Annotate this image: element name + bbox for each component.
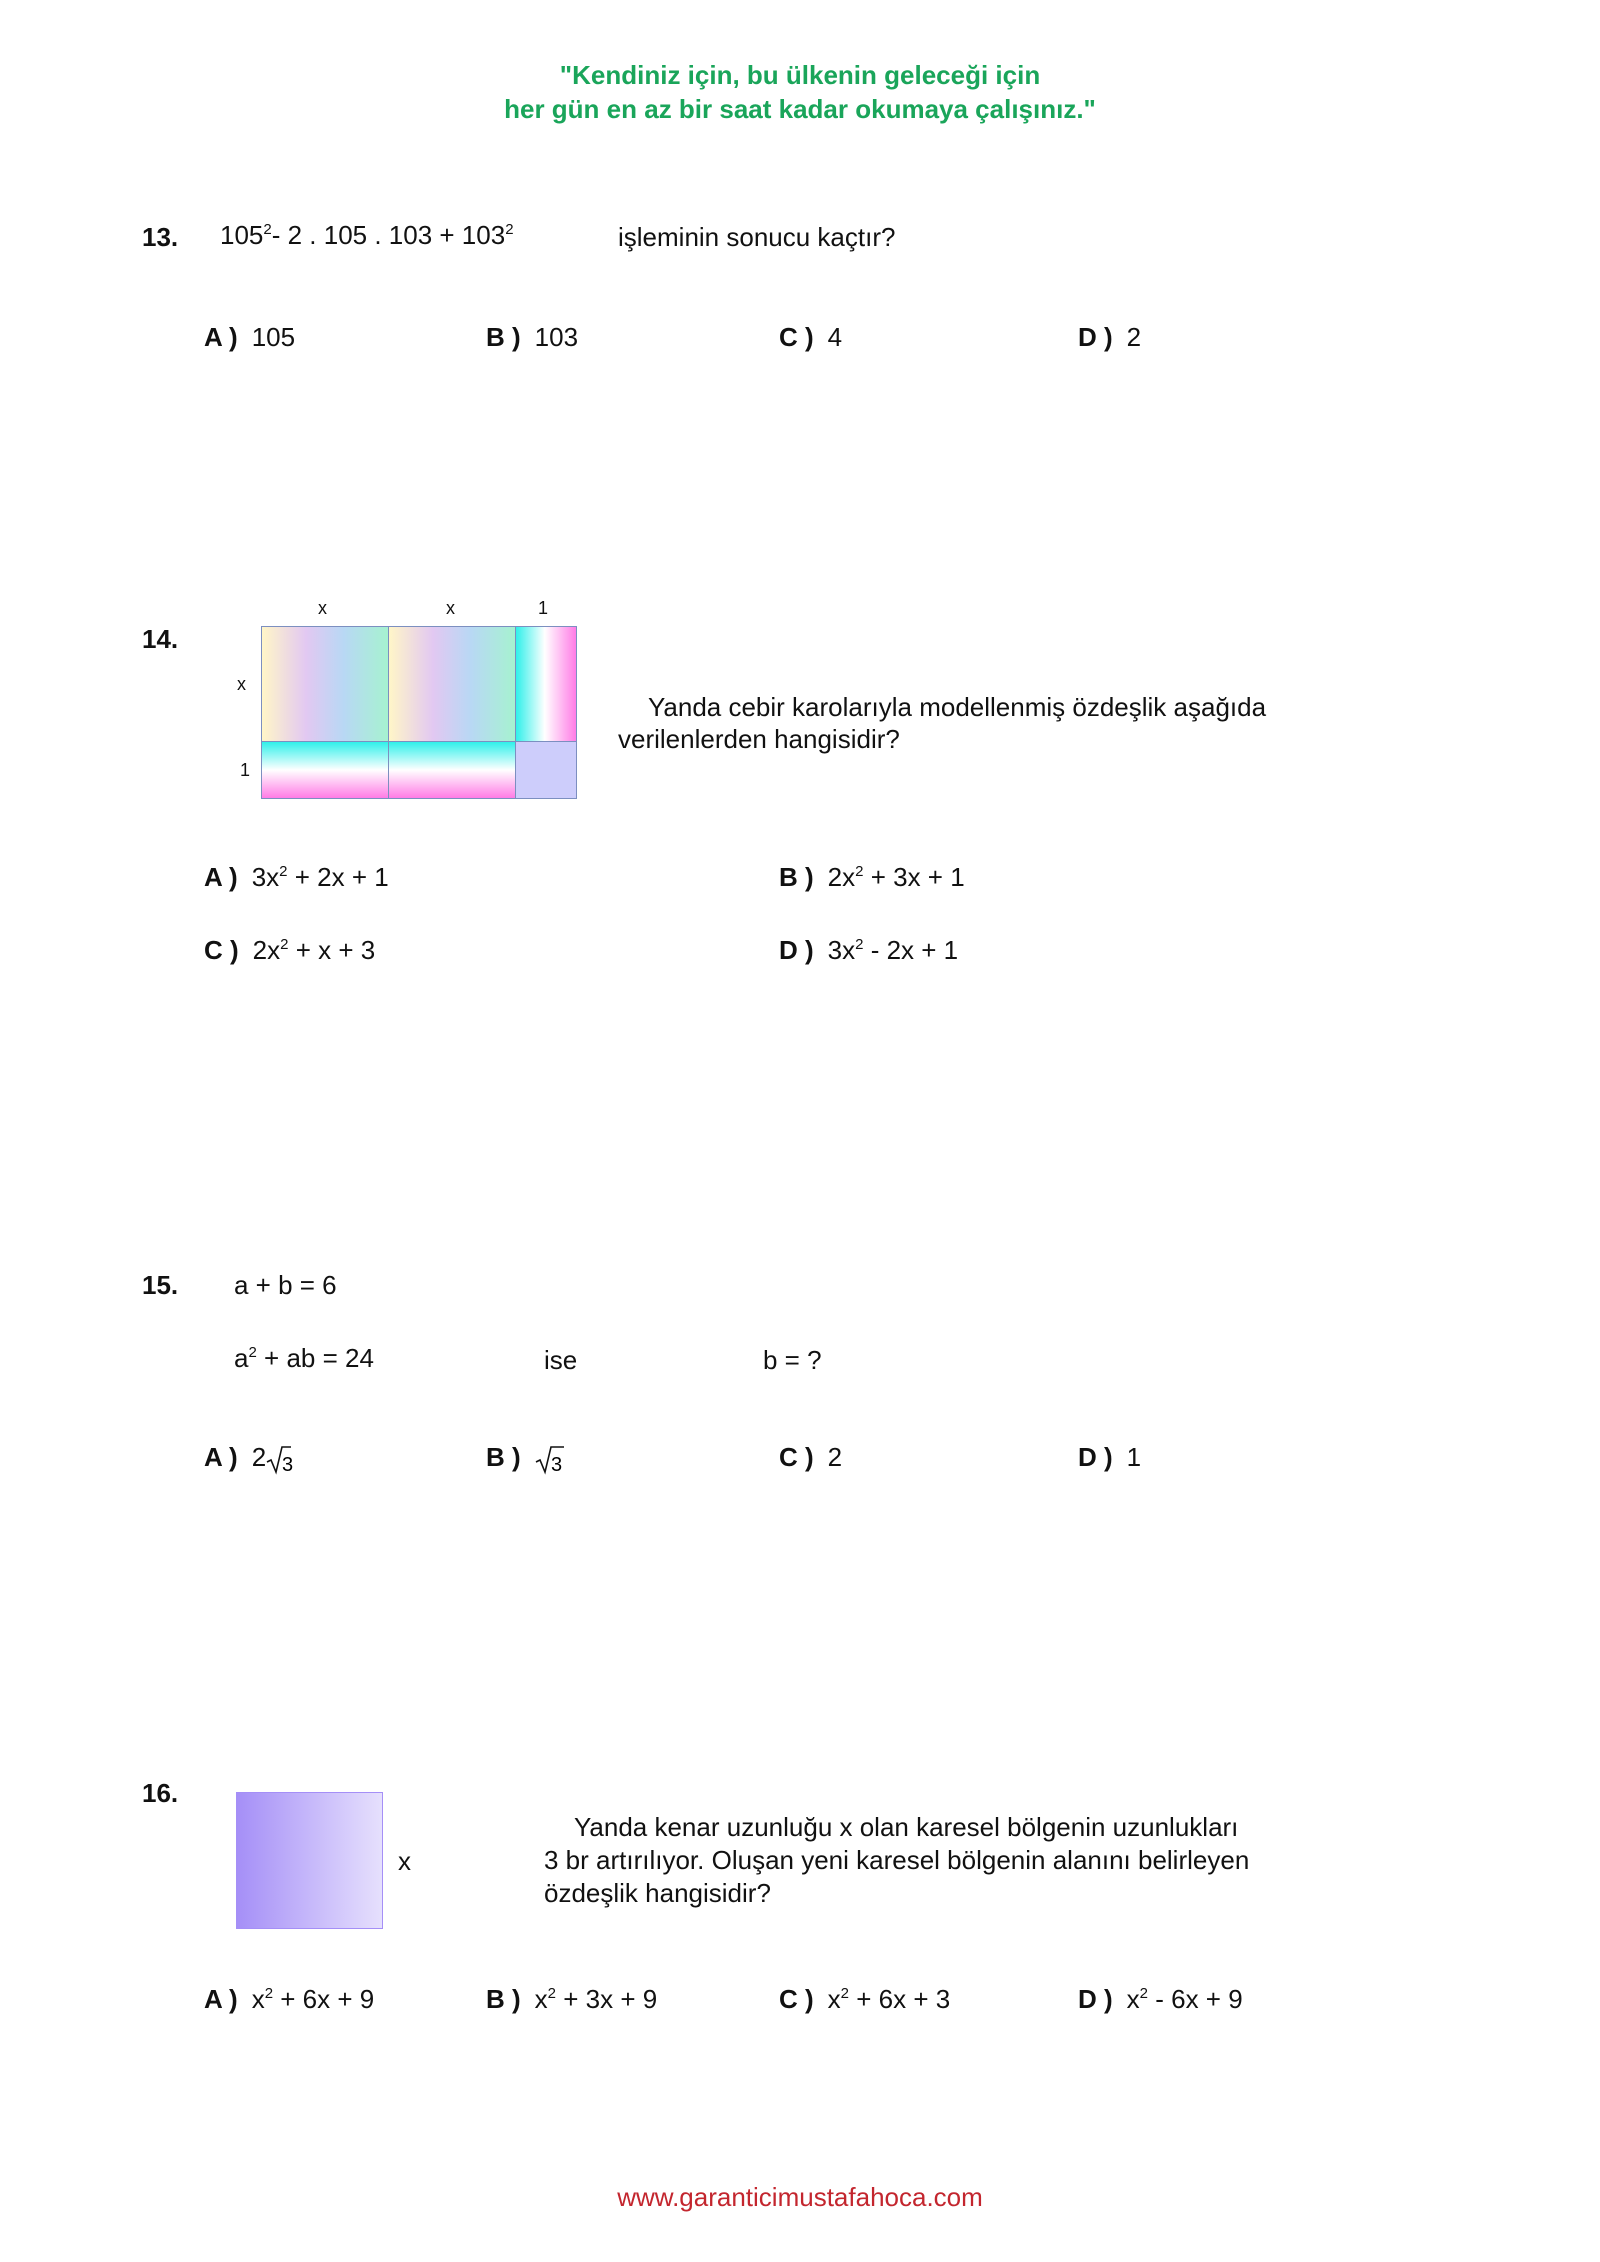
q14-question-line-2: verilenlerden hangisidir? (618, 724, 900, 754)
radicand: 3 (550, 1454, 562, 1477)
q15-number: 15. (142, 1270, 179, 1300)
x-tile-vertical (515, 626, 577, 742)
q15-equation-2: $a^2$ + ab = 24 (234, 1343, 374, 1373)
x-squared-tile-2 (388, 626, 516, 742)
q15-option-d[interactable]: D ) 1 (1078, 1442, 1142, 1472)
q13-number: 13. (142, 222, 179, 252)
x-tile-horizontal-2 (388, 741, 516, 799)
header-quote-line-2: her gün en az bir saat kadar okumaya çalışınız." (504, 94, 1096, 124)
q13-option-b[interactable]: B ) 103 (486, 322, 579, 352)
footer-url-link[interactable]: www.garanticimustafahoca.com (617, 2182, 983, 2212)
tile-top-label-x1: x (318, 598, 327, 618)
q16-question-line-3: özdeşlik hangisidir? (544, 1878, 771, 1908)
tile-side-label-x: x (237, 674, 246, 694)
sqrt-symbol (535, 1444, 565, 1477)
q14-number: 14. (142, 624, 179, 654)
x-squared-tile-1 (261, 626, 389, 742)
square-region (236, 1792, 383, 1929)
q15-ise: ise (544, 1345, 578, 1375)
q14-option-d[interactable]: D ) $3x^2 - 2x + 1$ (779, 935, 959, 965)
header-quote-line-1: "Kendiniz için, bu ülkenin geleceği için (559, 60, 1041, 90)
sqrt-symbol (266, 1444, 294, 1477)
q16-question-line-2: 3 br artırılıyor. Oluşan yeni karesel bölgenin alanını belirleyen (544, 1845, 1250, 1875)
tile-side-label-1: 1 (240, 760, 251, 780)
unit-tile (515, 741, 577, 799)
q15-option-b[interactable]: B ) 3 (486, 1442, 565, 1474)
radicand: 3 (282, 1454, 294, 1477)
q14-option-b[interactable]: B ) $2x^2 + 3x + 1$ (779, 862, 965, 892)
q16-option-d[interactable]: D ) $x^2 - 6x + 9$ (1078, 1984, 1243, 2014)
q14-option-c[interactable]: C ) $2x^2 + x + 3$ (204, 935, 376, 965)
q16-option-a[interactable]: A ) $x^2 + 6x + 9$ (204, 1984, 375, 2014)
q15-option-a[interactable]: A ) 2 3 (204, 1442, 294, 1477)
q15-option-c[interactable]: C ) 2 (779, 1442, 843, 1472)
q14-option-a[interactable]: A ) $3x^2 + 2x + 1$ (204, 862, 389, 892)
x-tile-horizontal-1 (261, 741, 389, 799)
q13-question: işleminin sonucu kaçtır? (618, 222, 896, 252)
q13-expression: $105^2-$ 2 . 105 . $103 + 103^2$ (220, 220, 514, 250)
tile-top-label-1: 1 (538, 598, 549, 618)
q16-question-line-1: Yanda kenar uzunluğu x olan karesel bölgenin uzunlukları (574, 1812, 1239, 1842)
q13-option-d[interactable]: D ) 2 (1078, 322, 1142, 352)
q13-option-c[interactable]: C ) 4 (779, 322, 843, 352)
q16-number: 16. (142, 1778, 179, 1808)
q16-side-label: x (398, 1846, 411, 1876)
q15-equation-1: a + b = 6 (234, 1270, 337, 1300)
q13-option-a[interactable]: A ) 105 (204, 322, 296, 352)
tile-top-label-x2: x (446, 598, 455, 618)
q16-option-b[interactable]: B ) $x^2 + 3x + 9$ (486, 1984, 658, 2014)
q14-question-line-1: Yanda cebir karolarıyla modellenmiş özdeşlik aşağıda (648, 692, 1267, 722)
q16-option-c[interactable]: C ) $x^2 + 6x + 3$ (779, 1984, 951, 2014)
q15-ask: b = ? (763, 1345, 822, 1375)
